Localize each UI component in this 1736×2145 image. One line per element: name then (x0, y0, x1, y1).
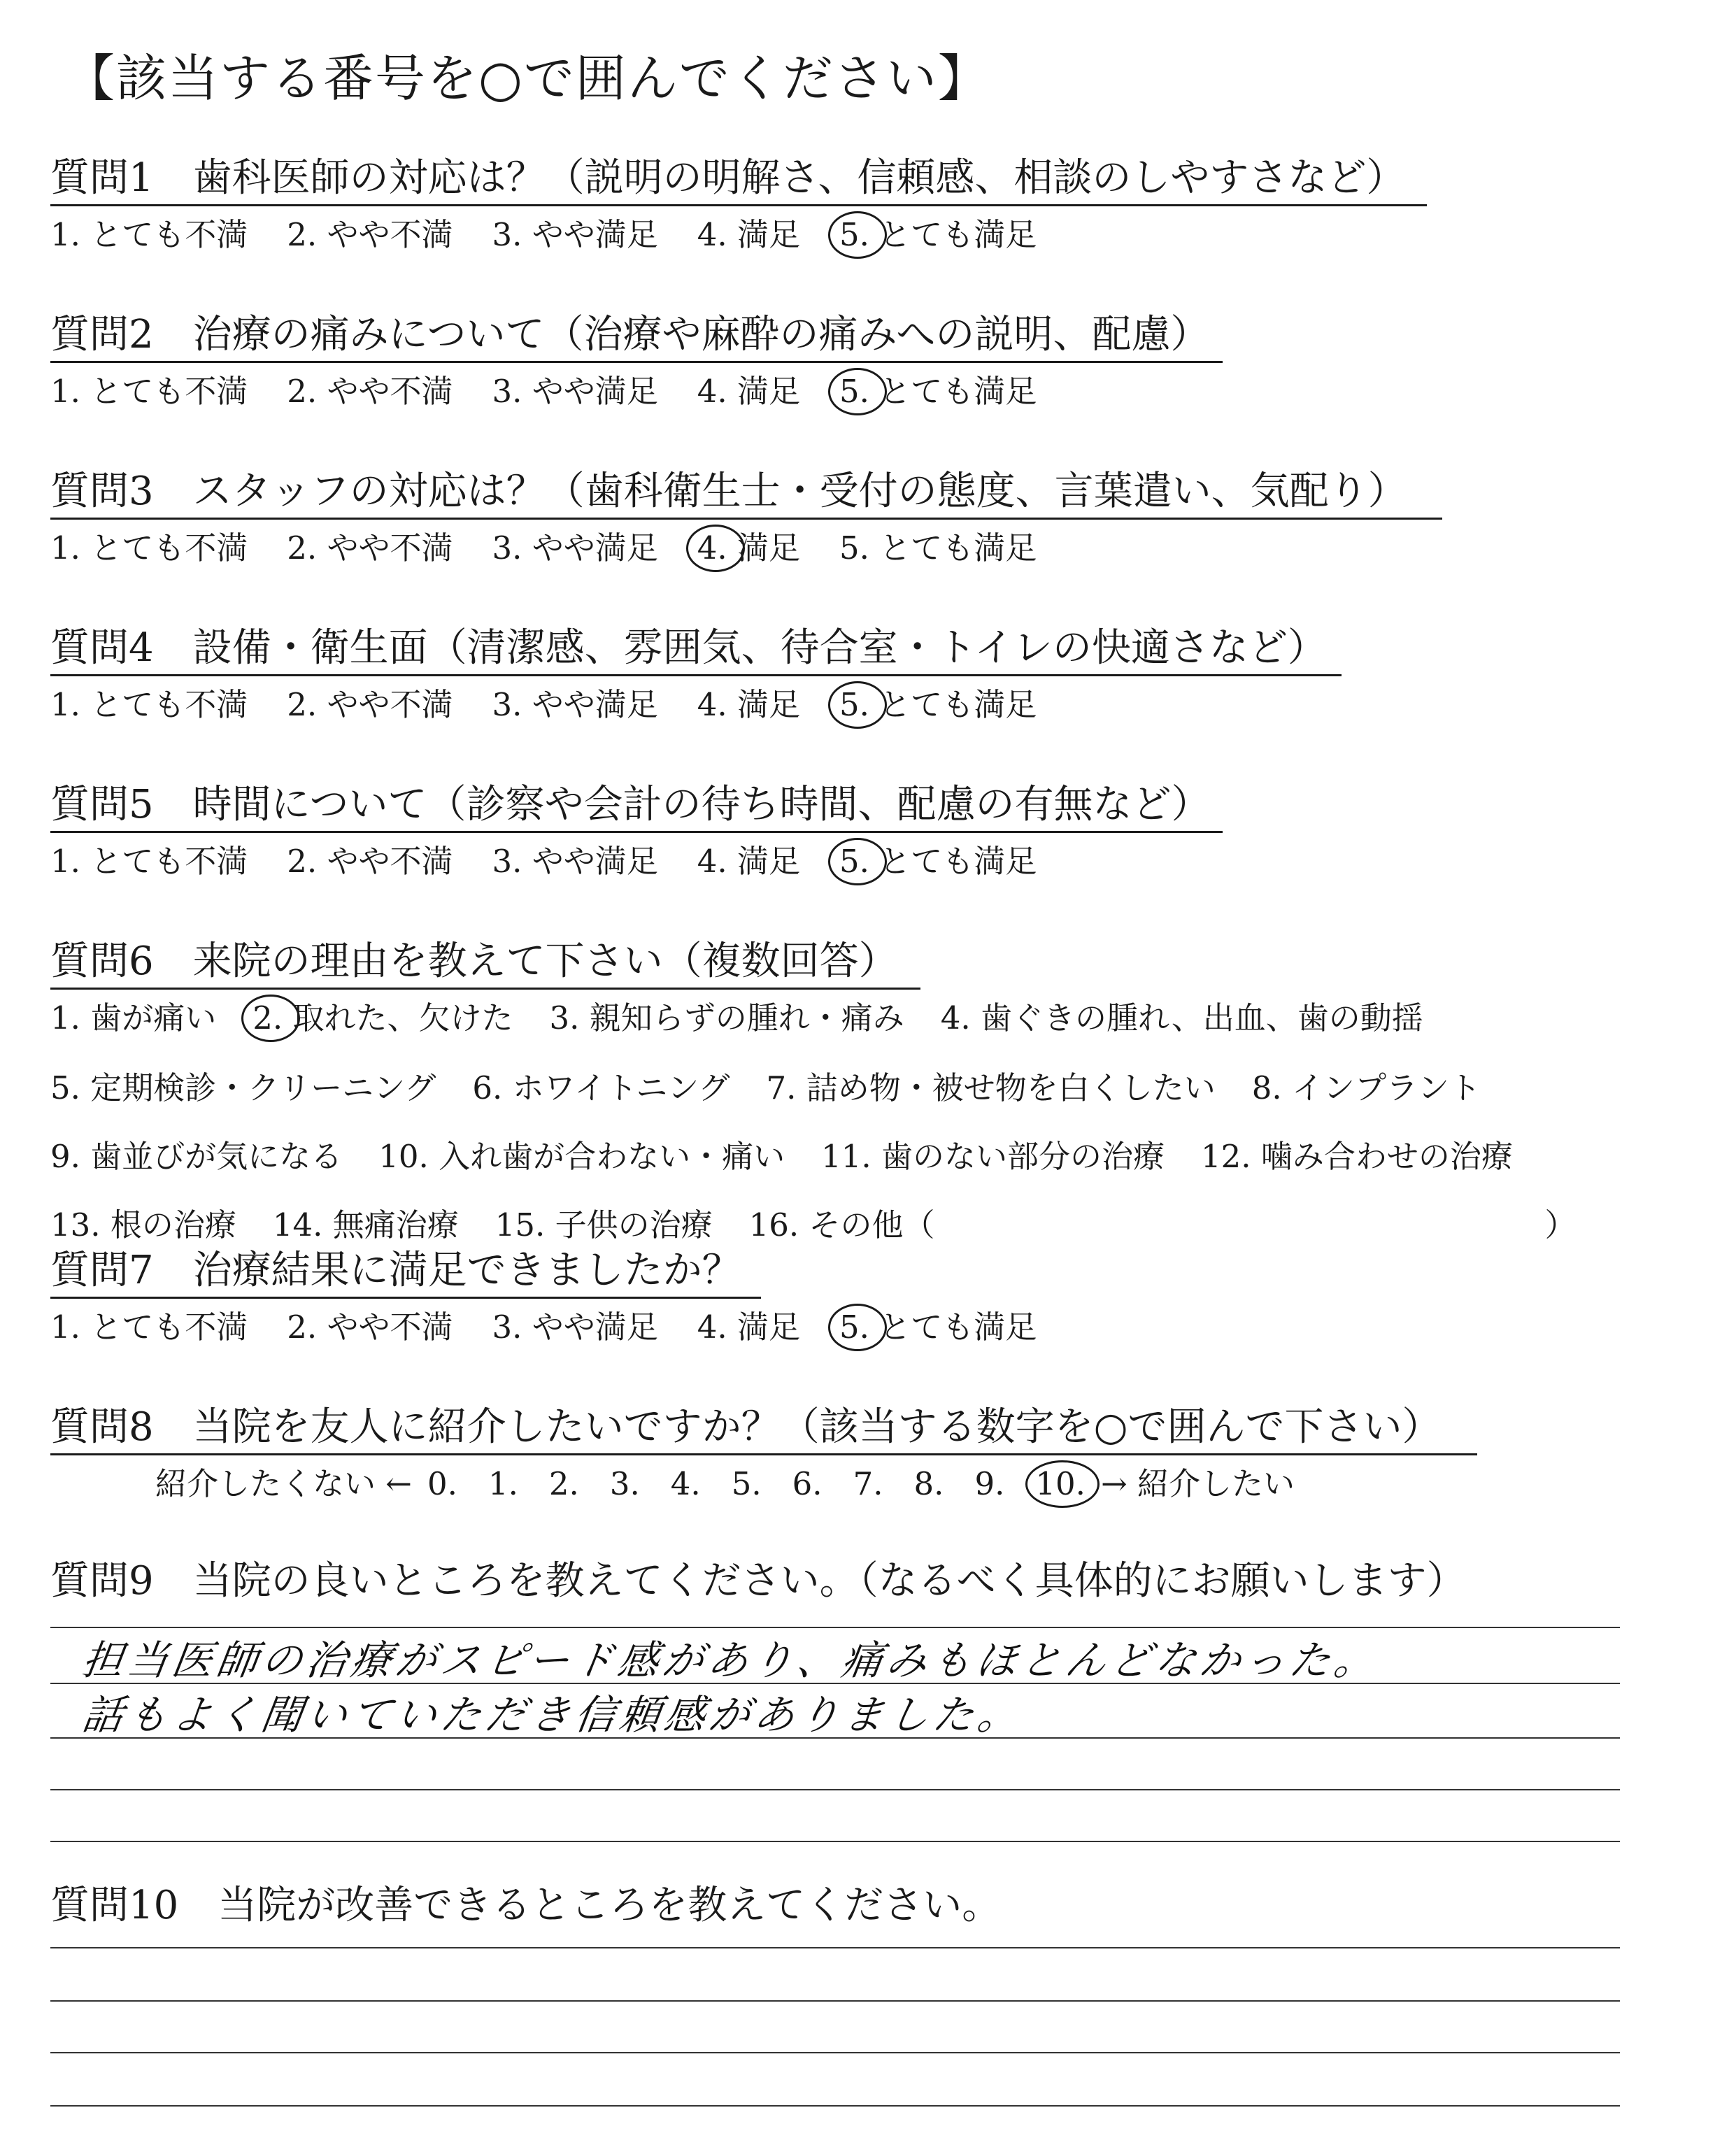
q1-option-4[interactable]: 4. 満足 (697, 216, 800, 253)
q4-option-2[interactable]: 2. やや不満 (287, 686, 453, 723)
q6-option-13[interactable]: 13. 根の治療 (50, 1206, 236, 1243)
question-2-title: 質問2 治療の痛みについて（治療や麻酔の痛みへの説明、配慮） (50, 312, 1210, 357)
q1-option-3[interactable]: 3. やや満足 (492, 216, 658, 253)
scale-left-label: 紹介したくない ← (155, 1465, 413, 1502)
q2-option-3[interactable]: 3. やや満足 (492, 373, 658, 410)
question-4-options (50, 684, 1076, 726)
answer-line (50, 2052, 1620, 2053)
question-2-underline (50, 361, 1223, 363)
scale-right-label: → 紹介したい (1100, 1465, 1295, 1502)
question-7-underline (50, 1297, 761, 1299)
q8-score-7[interactable]: 7. (853, 1465, 883, 1502)
q2-option-2[interactable]: 2. やや不満 (287, 373, 453, 410)
question-5-options (50, 841, 1076, 883)
q7-option-3[interactable]: 3. やや満足 (492, 1309, 658, 1346)
q8-score-5[interactable]: 5. (731, 1465, 762, 1502)
answer-line (50, 1841, 1620, 1842)
question-1-options (50, 214, 1076, 256)
q6-option-12[interactable]: 12. 噛み合わせの治療 (1201, 1138, 1513, 1175)
question-6-title: 質問6 来院の理由を教えて下さい（複数回答） (50, 939, 898, 984)
question-3-underline (50, 518, 1442, 520)
answer-line (50, 2000, 1620, 2002)
q4-option-3[interactable]: 3. やや満足 (492, 686, 658, 723)
q5-option-4[interactable]: 4. 満足 (697, 843, 800, 880)
question-1-title: 質問1 歯科医師の対応は？（説明の明解さ、信頼感、相談のしやすさなど） (50, 155, 1406, 201)
q6-option-7[interactable]: 7. 詰め物・被せ物を白くしたい (766, 1069, 1216, 1106)
q6-option-14[interactable]: 14. 無痛治療 (272, 1206, 459, 1243)
q6-option-10[interactable]: 10. 入れ歯が合わない・痛い (378, 1138, 785, 1175)
q8-score-0[interactable]: 0. (427, 1465, 457, 1502)
question-8-underline (50, 1453, 1477, 1455)
q7-option-4[interactable]: 4. 満足 (697, 1309, 800, 1346)
question-6-row (50, 1067, 1517, 1109)
q8-score-2[interactable]: 2. (548, 1465, 579, 1502)
handwritten-answer-line-2: 話もよく聞いていただき信頼感がありました。 (79, 1691, 1026, 1739)
q1-option-5[interactable]: 5. とても満足 (839, 214, 1037, 256)
q8-score-6[interactable]: 6. (792, 1465, 823, 1502)
answer-line (50, 1789, 1620, 1790)
q5-option-2[interactable]: 2. やや不満 (287, 843, 453, 880)
q6-option-1[interactable]: 1. 歯が痛い (50, 999, 217, 1036)
q8-score-4[interactable]: 4. (670, 1465, 701, 1502)
question-8-scale (155, 1463, 1295, 1505)
q3-option-1[interactable]: 1. とても不満 (50, 529, 248, 566)
q8-score-1[interactable]: 1. (488, 1465, 518, 1502)
q6-option-9[interactable]: 9. 歯並びが気になる (50, 1138, 343, 1175)
q3-option-4[interactable]: 4. 満足 (697, 527, 800, 569)
q1-option-2[interactable]: 2. やや不満 (287, 216, 453, 253)
q6-option-15[interactable]: 15. 子供の治療 (495, 1206, 713, 1243)
question-8-title: 質問8 当院を友人に紹介したいですか？（該当する数字を○で囲んで下さい） (50, 1404, 1442, 1450)
q6-option-11[interactable]: 11. 歯のない部分の治療 (821, 1138, 1165, 1175)
q6-option-16[interactable]: 16. その他（ (748, 1206, 935, 1243)
q6-option-2[interactable]: 2. 取れた、欠けた (252, 997, 513, 1039)
q2-option-5[interactable]: 5. とても満足 (839, 371, 1037, 413)
q7-option-5[interactable]: 5. とても満足 (839, 1306, 1037, 1348)
q3-option-3[interactable]: 3. やや満足 (492, 529, 658, 566)
q6-option-3[interactable]: 3. 親知らずの腫れ・痛み (549, 999, 904, 1036)
q2-option-1[interactable]: 1. とても不満 (50, 373, 248, 410)
q6-option-8[interactable]: 8. インプラント (1251, 1069, 1481, 1106)
question-3-options (50, 527, 1076, 569)
page-title: 【該当する番号を○で囲んでください】 (64, 49, 990, 108)
question-5-underline (50, 831, 1223, 833)
q6-option-4[interactable]: 4. 歯ぐきの腫れ、出血、歯の動揺 (940, 999, 1423, 1036)
question-10-title: 質問10 当院が改善できるところを教えてください。 (50, 1883, 1002, 1928)
q4-option-1[interactable]: 1. とても不満 (50, 686, 248, 723)
q1-option-1[interactable]: 1. とても不満 (50, 216, 248, 253)
question-6-row (50, 1136, 1549, 1178)
question-6-row (50, 1204, 1577, 1246)
question-3-title: 質問3 スタッフの対応は？（歯科衛生士・受付の態度、言葉遣い、気配り） (50, 469, 1407, 514)
q7-option-2[interactable]: 2. やや不満 (287, 1309, 453, 1346)
close-paren: ） (1544, 1206, 1577, 1243)
q8-score-10[interactable]: 10. (1035, 1463, 1086, 1505)
q8-score-9[interactable]: 9. (974, 1465, 1005, 1502)
answer-line (50, 2105, 1620, 2107)
q4-option-5[interactable]: 5. とても満足 (839, 684, 1037, 726)
q2-option-4[interactable]: 4. 満足 (697, 373, 800, 410)
q7-option-1[interactable]: 1. とても不満 (50, 1309, 248, 1346)
question-9-title: 質問9 当院の良いところを教えてください。（なるべく具体的にお願いします） (50, 1558, 1466, 1604)
q6-option-6[interactable]: 6. ホワイトニング (472, 1069, 730, 1106)
q8-score-3[interactable]: 3. (609, 1465, 640, 1502)
question-6-row (50, 997, 1460, 1039)
q4-option-4[interactable]: 4. 満足 (697, 686, 800, 723)
q3-option-5[interactable]: 5. とても満足 (839, 529, 1037, 566)
question-4-underline (50, 674, 1342, 676)
q5-option-5[interactable]: 5. とても満足 (839, 841, 1037, 883)
question-6-underline (50, 988, 920, 990)
handwritten-answer-line-1: 担当医師の治療がスピード感があり、痛みもほとんどなかった。 (79, 1637, 1383, 1684)
question-5-title: 質問5 時間について（診察や会計の待ち時間、配慮の有無など） (50, 782, 1211, 827)
question-4-title: 質問4 設備・衛生面（清潔感、雰囲気、待合室・トイレの快適さなど） (50, 625, 1327, 671)
q3-option-2[interactable]: 2. やや不満 (287, 529, 453, 566)
q6-option-5[interactable]: 5. 定期検診・クリーニング (50, 1069, 436, 1106)
question-7-options (50, 1306, 1076, 1348)
answer-line (50, 1947, 1620, 1948)
question-2-options (50, 371, 1076, 413)
q5-option-3[interactable]: 3. やや満足 (492, 843, 658, 880)
answer-line (50, 1627, 1620, 1628)
question-7-title: 質問7 治療結果に満足できましたか？ (50, 1248, 741, 1293)
question-1-underline (50, 204, 1427, 206)
q5-option-1[interactable]: 1. とても不満 (50, 843, 248, 880)
q8-score-8[interactable]: 8. (913, 1465, 944, 1502)
